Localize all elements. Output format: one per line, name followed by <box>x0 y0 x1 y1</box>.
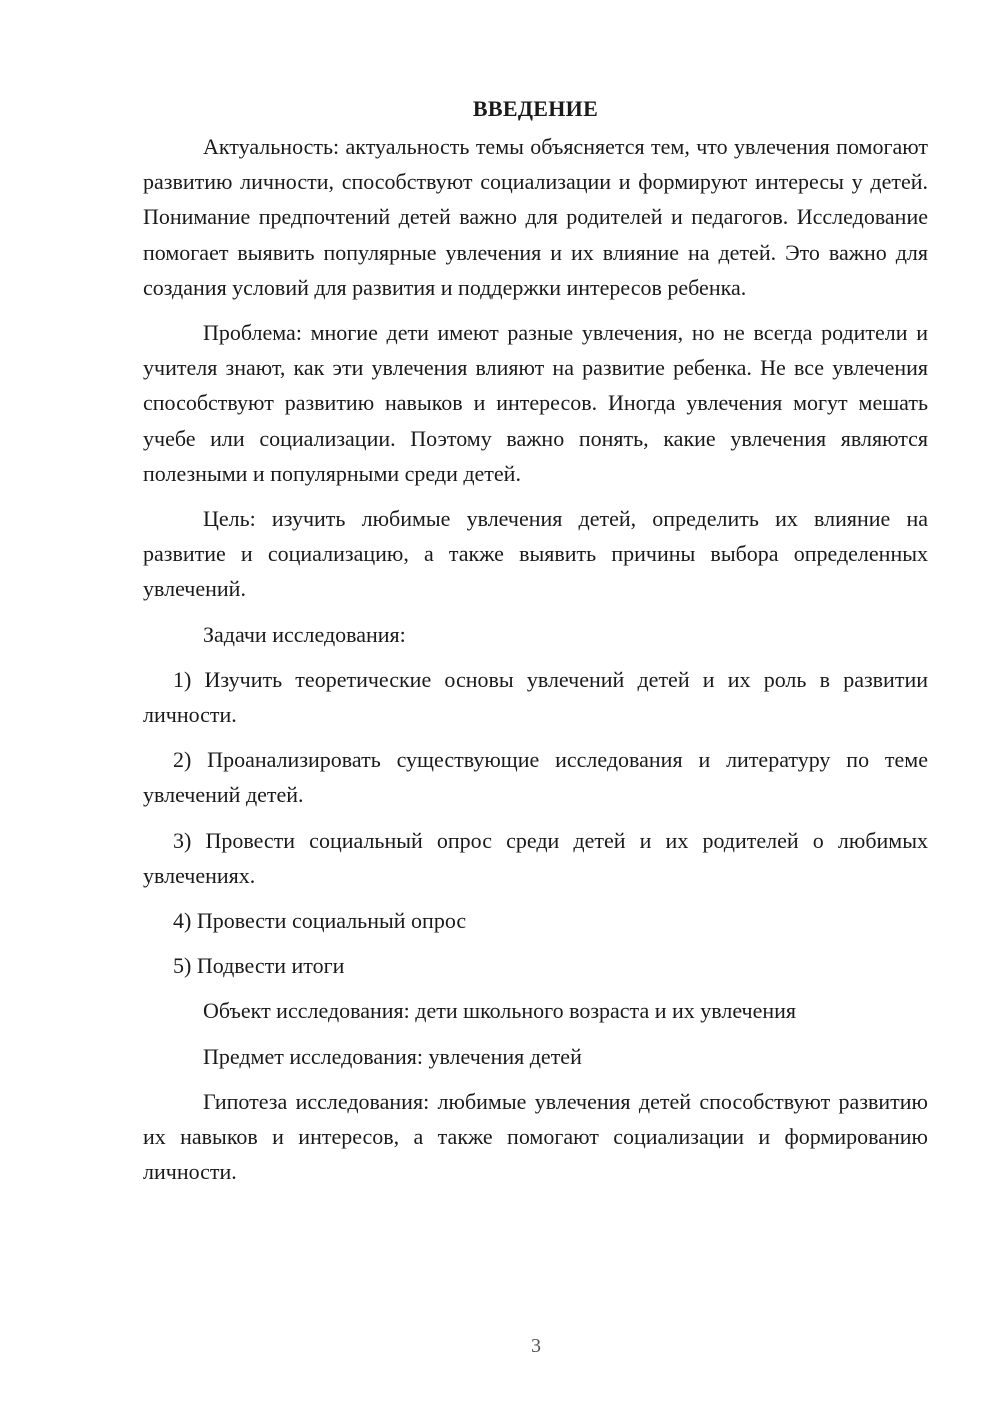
task-item-1: 1) Изучить теоретические основы увлечений детей и их роль в развитии личности. <box>143 666 928 728</box>
paragraph-hypothesis: Гипотеза исследования: любимые увлечения детей способствуют развитию их навыков и интересов, а также помогают социализации и формированию личности. <box>143 1088 928 1185</box>
paragraph-subject: Предмет исследования: увлечения детей <box>203 1043 582 1069</box>
tasks-heading: Задачи исследования: <box>203 621 406 647</box>
document-title: ВВЕДЕНИЕ <box>472 96 599 121</box>
page-number: 3 <box>531 1335 541 1357</box>
document-page <box>143 93 928 1199</box>
task-item-5: 5) Подвести итоги <box>173 953 345 979</box>
task-item-2: 2) Проанализировать существующие исследования и литературу по теме увлечений детей. <box>143 747 928 808</box>
paragraph-problem: Проблема: многие дети имеют разные увлечения, но не всегда родители и учителя знают, как эти увлечения влияют на развитие ребенка. Не все увлечения способствуют развитию навыков и интересов. Иногда увлечения могут мешать учебе или социализации. Поэтому важно понять, какие увлечения являются полезными и популярными среди детей. <box>143 320 928 486</box>
task-item-3: 3) Провести социальный опрос среди детей и их родителей о любимых увлечениях. <box>143 827 928 888</box>
task-item-4: 4) Провести социальный опрос <box>173 908 467 934</box>
paragraph-goal: Цель: изучить любимые увлечения детей, определить их влияние на развитие и социализацию, а также выявить причины выбора определенных увлечений. <box>143 506 928 602</box>
paragraph-relevance: Актуальность: актуальность темы объясняется тем, что увлечения помогают развитию личности, способствуют социализации и формируют интересы у детей. Понимание предпочтений детей важно для родителей и педагогов. Исследование помогает выявить популярные увлечения и их влияние на детей. Это важно для создания условий для развития и поддержки интересов ребенка. <box>143 134 928 300</box>
paragraph-object: Объект исследования: дети школьного возраста и их увлечения <box>203 998 797 1024</box>
